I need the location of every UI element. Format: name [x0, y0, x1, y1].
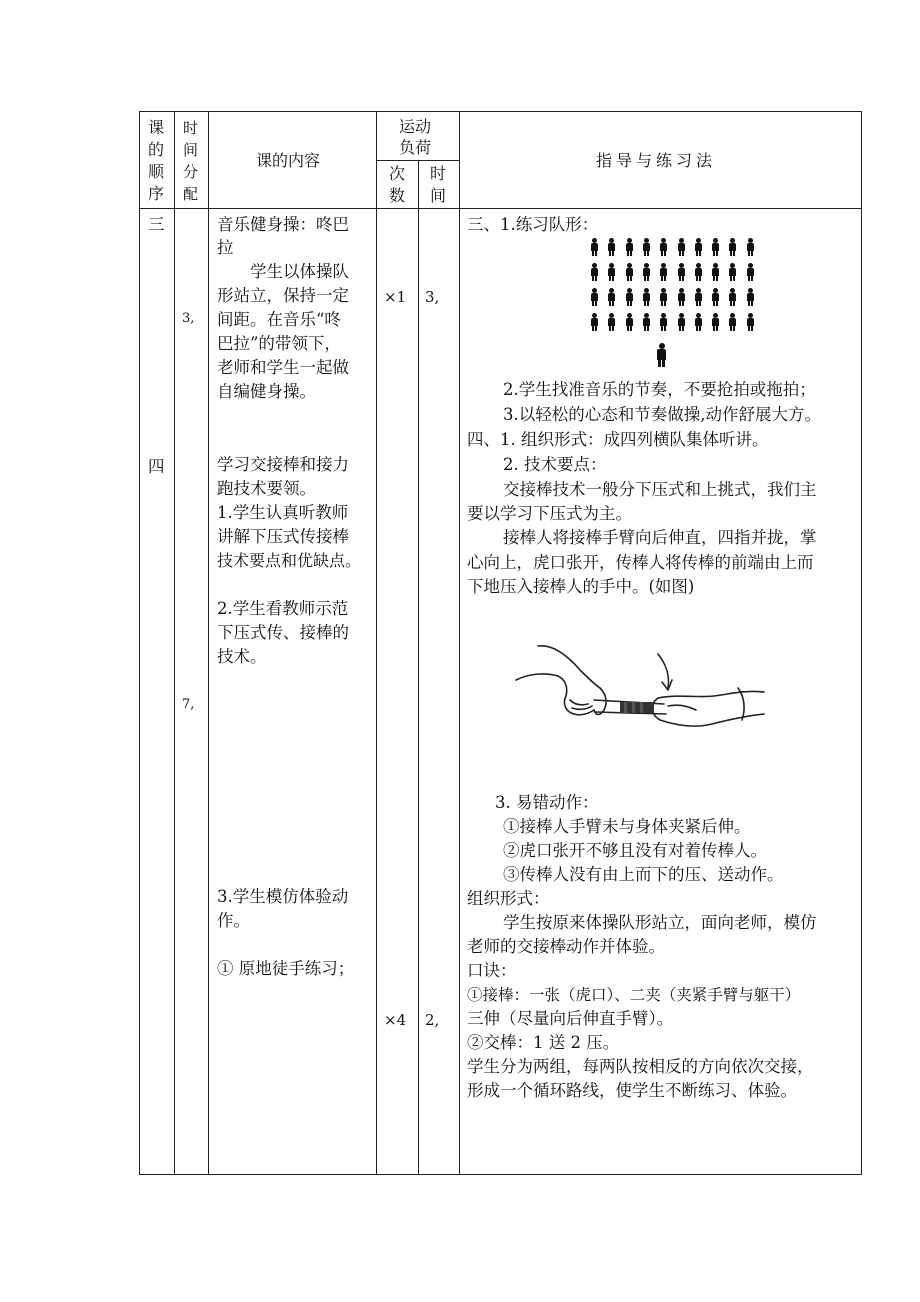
content-line: 2.学生看教师示范 [217, 599, 349, 618]
guide-line: ②交棒：1 送 2 压。 [467, 1033, 620, 1052]
student-figure-icon [642, 263, 651, 281]
content-line: 拉 [217, 238, 234, 257]
student-figure-icon [625, 263, 634, 281]
student-figure-icon [728, 313, 737, 331]
student-figure-icon [607, 313, 616, 331]
baton-handoff-illustration [508, 640, 772, 744]
student-figure-icon [607, 288, 616, 306]
student-figure-icon [728, 288, 737, 306]
header-order-char: 课 [148, 118, 165, 137]
guide-line: ①接棒人手臂未与身体夹紧后伸。 [503, 817, 751, 836]
time-alloc-value: 7, [182, 697, 195, 712]
guide-line: 四、1. 组织形式：成四列横队集体听讲。 [467, 430, 769, 449]
student-figure-icon [746, 313, 755, 331]
student-figure-icon [711, 288, 720, 306]
content-line: 学生以体操队 [217, 262, 349, 281]
header-order-char: 的 [148, 140, 165, 159]
guide-line: 学生分为两组，每两队按相反的方向依次交接， [467, 1057, 814, 1076]
guide-line: ②虎口张开不够且没有对着传棒人。 [503, 841, 767, 860]
guide-line: 三伸（尽量向后伸直手臂）。 [467, 1009, 674, 1028]
content-line: ① 原地徒手练习； [217, 959, 355, 978]
content-line: 下压式传、接棒的 [217, 623, 349, 642]
guide-line: 心向上，虎口张开，传棒人将传棒的前端由上而 [467, 553, 814, 572]
student-figure-icon [642, 313, 651, 331]
header-time-char: 时 [183, 119, 199, 137]
table-top-rule [139, 111, 862, 112]
header-count-char: 次 [389, 164, 406, 183]
student-figure-icon [625, 313, 634, 331]
load-duration: 2, [425, 1011, 440, 1029]
student-figure-icon [642, 288, 651, 306]
student-figure-icon [659, 263, 668, 281]
header-order-char: 序 [148, 184, 165, 203]
content-line: 自编健身操。 [217, 382, 316, 401]
content-line: 老师和学生一起做 [217, 358, 349, 377]
content-line: 学习交接棒和接力 [217, 455, 349, 474]
student-figure-icon [711, 313, 720, 331]
guide-line: 2.学生找准音乐的节奏，不要抢拍或拖拍； [503, 380, 816, 399]
student-figure-icon [677, 288, 686, 306]
guide-line: 口诀： [467, 961, 517, 980]
student-figure-icon [590, 238, 599, 256]
table-bottom-rule [139, 1174, 862, 1175]
header-content: 课的内容 [256, 151, 321, 170]
guide-line: 交接棒技术一般分下压式和上挑式，我们主 [503, 480, 817, 499]
student-figure-icon [694, 263, 703, 281]
table-left-rule [139, 111, 140, 1175]
content-line: 巴拉”的带领下， [217, 334, 341, 353]
guide-line: 学生按原来体操队形站立，面向老师，模仿 [503, 913, 817, 932]
content-line: 3.学生模仿体验动 [217, 887, 349, 906]
student-figure-icon [694, 288, 703, 306]
student-figure-icon [659, 288, 668, 306]
col-rule-2 [208, 111, 209, 1175]
header-guide: 指导与练习法 [596, 151, 717, 170]
guide-line: 老师的交接棒动作并体验。 [467, 937, 665, 956]
guide-line: 3.以轻松的心态和节奏做操,动作舒展大方。 [503, 405, 821, 424]
student-figure-icon [659, 238, 668, 256]
student-figure-icon [746, 263, 755, 281]
header-time-char: 分 [183, 163, 199, 181]
guide-line: 要以学习下压式为主。 [467, 504, 632, 523]
header-time-char: 间 [183, 141, 199, 159]
col-rule-3 [376, 111, 377, 1175]
guide-line: 下地压入接棒人的手中。(如图) [467, 577, 695, 596]
header-time-char: 配 [183, 185, 199, 203]
student-figure-icon [677, 238, 686, 256]
time-alloc-value: 3, [182, 311, 195, 326]
student-figure-icon [642, 238, 651, 256]
content-line: 作。 [217, 911, 250, 930]
header-duration-char: 间 [430, 186, 447, 205]
guide-line: ③传棒人没有由上而下的压、送动作。 [503, 865, 784, 884]
content-line: 讲解下压式传接棒 [217, 527, 349, 546]
student-figure-icon [607, 238, 616, 256]
header-duration-char: 时 [430, 164, 447, 183]
table-right-rule [861, 111, 862, 1175]
student-figure-icon [590, 288, 599, 306]
header-load-line: 负荷 [399, 138, 432, 157]
student-figure-icon [590, 313, 599, 331]
col-rule-1 [174, 111, 175, 1175]
guide-line: 接棒人将接棒手臂向后伸直，四指并拢，掌 [503, 528, 817, 547]
student-figure-icon [694, 238, 703, 256]
student-figure-icon [728, 238, 737, 256]
student-figure-icon [625, 238, 634, 256]
header-load-line: 运动 [399, 117, 432, 136]
content-line: 技术要点和优缺点。 [217, 551, 362, 570]
col-rule-5 [459, 111, 460, 1175]
content-line: 跑技术要领。 [217, 479, 316, 498]
student-figure-icon [746, 288, 755, 306]
guide-line: 组织形式： [467, 889, 550, 908]
student-figure-icon [711, 238, 720, 256]
guide-line: 3. 易错动作： [495, 793, 599, 812]
header-count-char: 数 [389, 186, 406, 205]
content-line: 技术。 [217, 647, 267, 666]
load-duration: 3, [425, 288, 440, 306]
content-line: 间距。在音乐“咚 [217, 310, 341, 329]
guide-line: 三、1.练习队形： [467, 215, 599, 234]
header-bottom-rule [139, 208, 862, 209]
order-section-3: 三 [148, 215, 165, 234]
order-section-4: 四 [148, 457, 165, 476]
guide-line: 2. 技术要点： [503, 455, 607, 474]
student-figure-icon [590, 263, 599, 281]
student-figure-icon [711, 263, 720, 281]
content-line: 形站立，保持一定 [217, 286, 349, 305]
content-line: 音乐健身操：咚巴 [217, 215, 349, 234]
content-line: 1.学生认真听教师 [217, 503, 349, 522]
student-figure-icon [625, 288, 634, 306]
load-count: ×1 [384, 288, 407, 306]
student-figure-icon [659, 313, 668, 331]
student-figure-icon [746, 238, 755, 256]
student-figure-icon [694, 313, 703, 331]
load-count: ×4 [384, 1011, 407, 1029]
student-figure-icon [677, 263, 686, 281]
col-rule-4 [418, 160, 419, 1175]
guide-line: 形成一个循环路线，使学生不断练习、体验。 [467, 1081, 797, 1100]
student-figure-icon [607, 263, 616, 281]
header-order-char: 顺 [148, 162, 165, 181]
teacher-figure-icon [656, 343, 667, 367]
guide-line: ①接棒：一张（虎口）、二夹（夹紧手臂与躯干） [467, 986, 801, 1004]
student-figure-icon [677, 313, 686, 331]
student-figure-icon [728, 263, 737, 281]
